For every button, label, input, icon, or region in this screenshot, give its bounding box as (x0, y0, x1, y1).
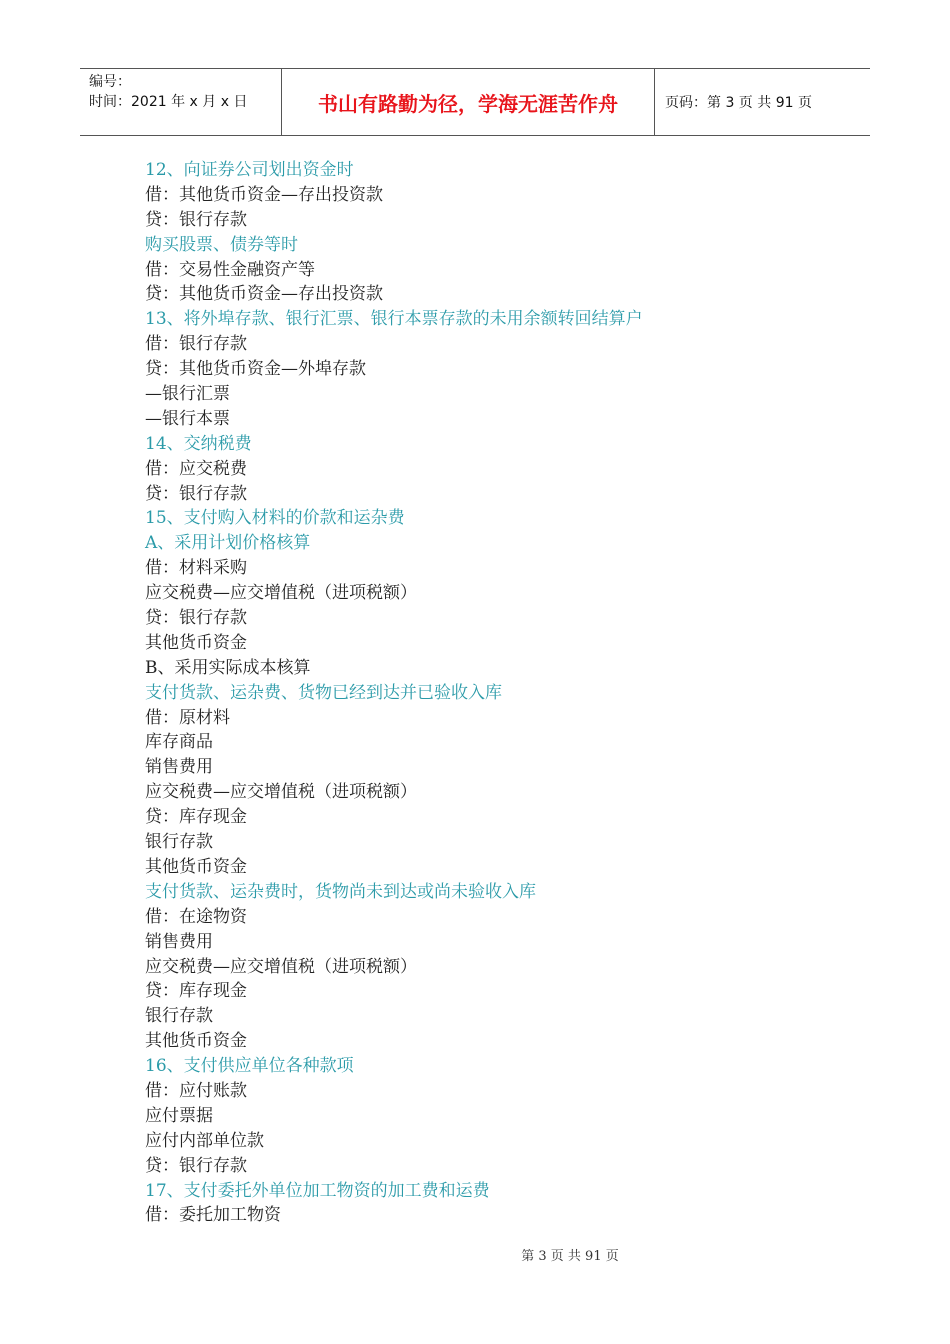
entry-line: 销售费用 (145, 757, 213, 778)
entry-line: 贷：银行存款 (145, 608, 247, 629)
entry-line: —银行汇票 (145, 384, 230, 405)
entry-line: 借：应付账款 (145, 1080, 247, 1101)
entry-line: B、采用实际成本核算 (145, 657, 311, 678)
entry-line: 其他货币资金 (145, 632, 247, 653)
entry-line: 借：材料采购 (145, 558, 247, 579)
entry-line: 借：委托加工物资 (145, 1205, 281, 1226)
entry-line: 应付内部单位款 (145, 1130, 264, 1151)
entry-line: 借：其他货币资金—存出投资款 (145, 184, 383, 205)
entry-line: 应交税费—应交增值税（进项税额） (145, 782, 417, 803)
entry-line: 贷：其他货币资金—存出投资款 (145, 284, 383, 305)
entry-line: 借：在途物资 (145, 906, 247, 927)
entry-line: 银行存款 (145, 832, 213, 853)
section-heading: 购买股票、债券等时 (145, 234, 298, 255)
section-heading: 13、将外埠存款、银行汇票、银行本票存款的未用余额转回结算户 (145, 309, 643, 330)
section-heading: A、采用计划价格核算 (145, 533, 311, 554)
entry-line: 贷：银行存款 (145, 209, 247, 230)
entry-line: 贷：银行存款 (145, 1155, 247, 1176)
entry-line: 其他货币资金 (145, 1031, 247, 1052)
section-heading: 支付货款、运杂费、货物已经到达并已验收入库 (145, 682, 502, 703)
entry-line: 贷：其他货币资金—外埠存款 (145, 359, 366, 380)
entry-line: —银行本票 (145, 408, 230, 429)
header-meta (80, 69, 282, 135)
entry-line: 借：银行存款 (145, 334, 247, 355)
entry-line: 应交税费—应交增值税（进项税额） (145, 956, 417, 977)
entry-line: 库存商品 (145, 732, 213, 753)
entry-line: 借：应交税费 (145, 458, 247, 479)
page-footer: 第 3 页 共 91 页 (521, 1249, 619, 1264)
entry-line: 其他货币资金 (145, 856, 247, 877)
entry-line: 银行存款 (145, 1006, 213, 1027)
section-heading: 12、向证券公司划出资金时 (145, 160, 354, 180)
entry-line: 销售费用 (145, 931, 213, 952)
entry-line: 贷：库存现金 (145, 981, 247, 1002)
header-motto: 书山有路勤为径，学海无涯苦作舟 (282, 69, 655, 135)
header-page-info: 页码：第 3 页 共 91 页 (665, 95, 812, 111)
section-heading: 15、支付购入材料的价款和运杂费 (145, 508, 405, 529)
entry-line: 贷：库存现金 (145, 807, 247, 828)
entry-line: 借：原材料 (145, 707, 230, 728)
entry-line: 应付票据 (145, 1105, 213, 1126)
entry-line: 应交税费—应交增值税（进项税额） (145, 583, 417, 604)
entry-line: 贷：银行存款 (145, 483, 247, 504)
section-heading: 17、支付委托外单位加工物资的加工费和运费 (145, 1180, 490, 1201)
document-body (145, 158, 845, 1228)
section-heading: 支付货款、运杂费时，货物尚未到达或尚未验收入库 (145, 881, 536, 902)
section-heading: 14、交纳税费 (145, 433, 252, 454)
date-label: 时间：2021 年 x 月 x 日 (89, 94, 248, 110)
entry-line: 借：交易性金融资产等 (145, 259, 315, 280)
page-header (80, 68, 870, 136)
section-heading: 16、支付供应单位各种款项 (145, 1056, 354, 1077)
number-label: 编号： (89, 74, 131, 90)
